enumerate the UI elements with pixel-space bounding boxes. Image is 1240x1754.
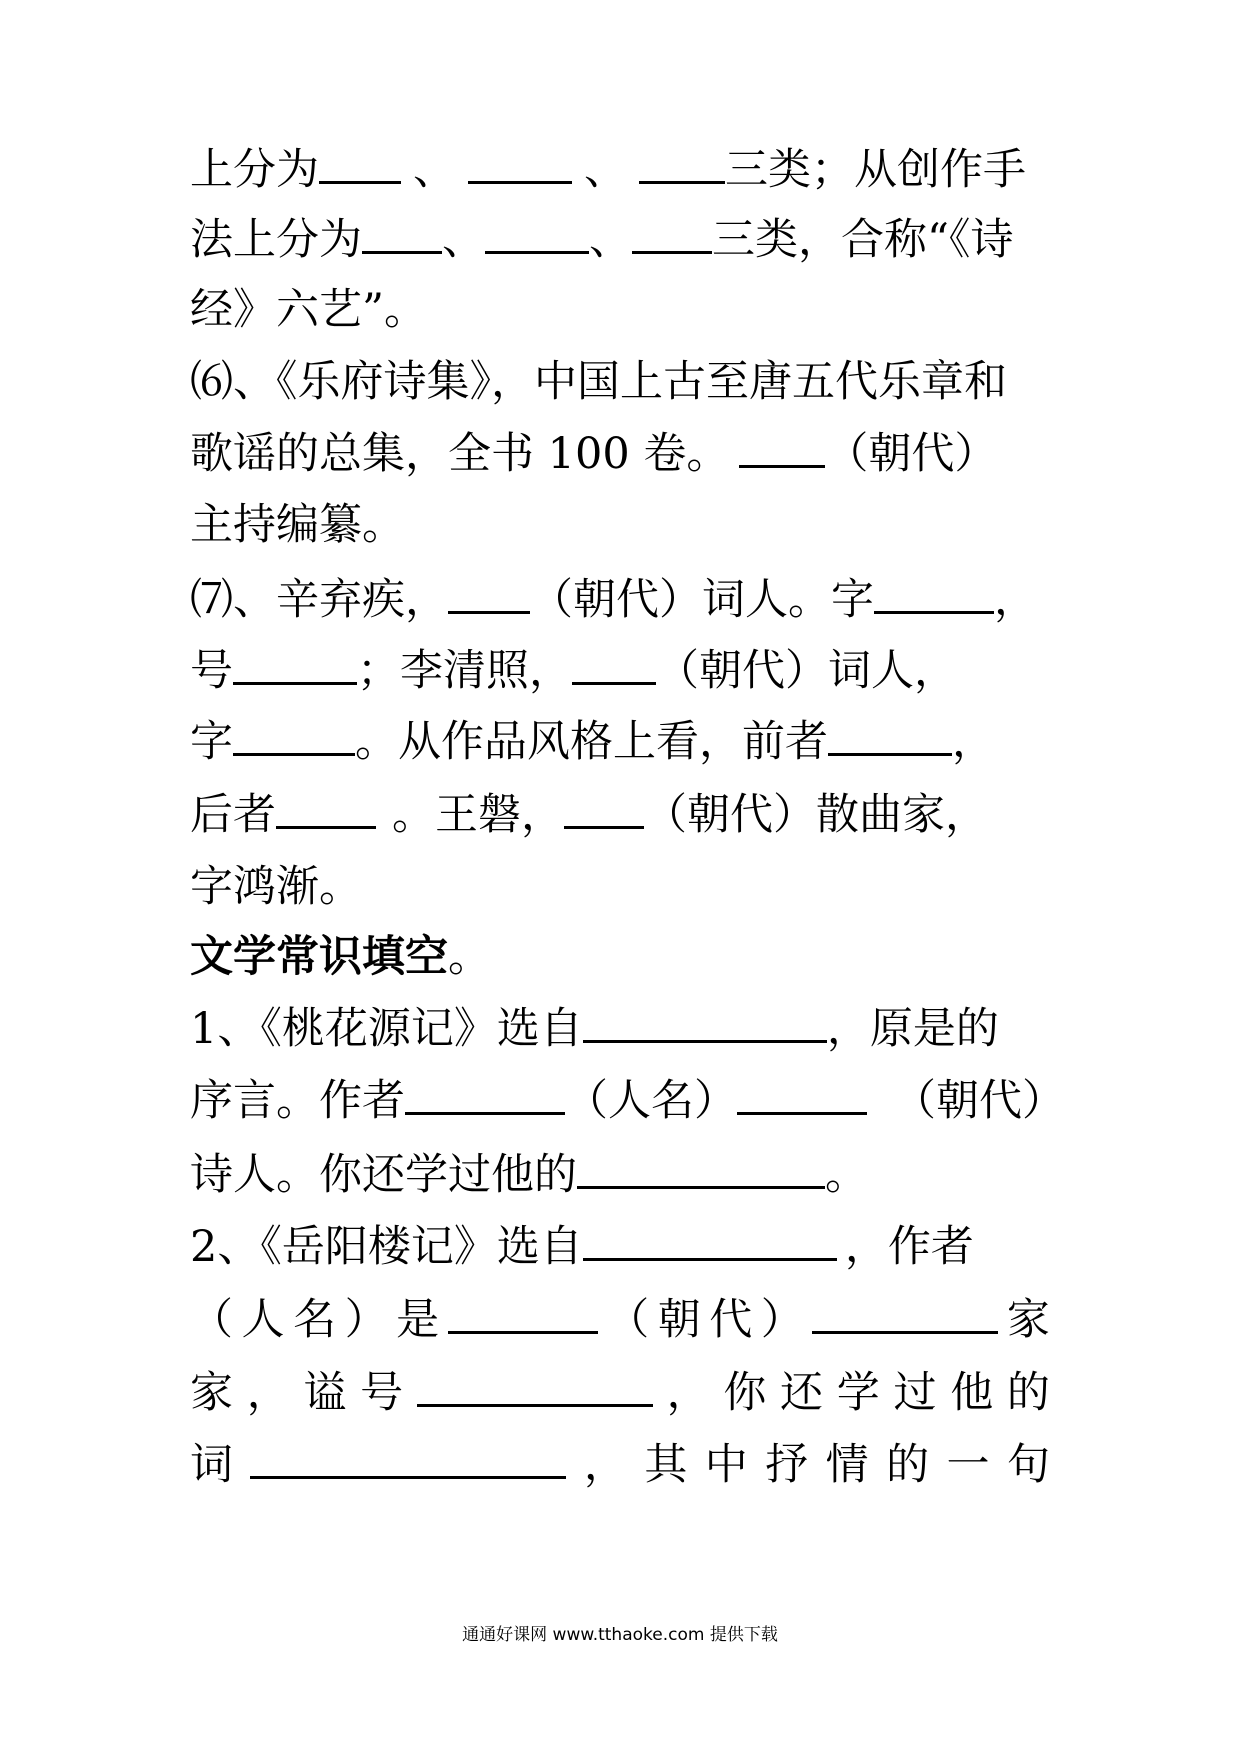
text-line: 主持编纂。 bbox=[190, 500, 405, 550]
fill-blank[interactable] bbox=[739, 427, 825, 468]
text-line: 号 ；李清照， （朝代）词人， bbox=[190, 646, 957, 696]
text-line: 歌谣的总集，全书 100 卷。 （朝代） bbox=[190, 429, 998, 479]
fill-blank[interactable] bbox=[468, 143, 572, 184]
fill-blank[interactable] bbox=[564, 788, 644, 829]
section-heading: 文学常识填空。 bbox=[190, 932, 491, 982]
text-line: 1、《桃花源记》选自 ，原是的 bbox=[190, 1004, 999, 1054]
fill-blank[interactable] bbox=[250, 1438, 566, 1479]
fill-blank[interactable] bbox=[583, 1002, 827, 1043]
text-line: 词 ， 其 中 抒 情 的 一 句 bbox=[190, 1440, 1050, 1490]
fill-blank[interactable] bbox=[812, 1293, 998, 1334]
text-line: 序言。作者 （人名） （朝代） bbox=[190, 1076, 1065, 1126]
page-footer: 通通好课网 www.tthaoke.com 提供下载 bbox=[462, 1625, 778, 1645]
fill-blank[interactable] bbox=[828, 715, 952, 756]
fill-blank[interactable] bbox=[233, 644, 357, 685]
text-line: （ 人 名 ） 是 （ 朝 代 ） 家 bbox=[190, 1295, 1050, 1345]
fill-blank[interactable] bbox=[632, 213, 712, 254]
fill-blank[interactable] bbox=[405, 1074, 565, 1115]
fill-blank[interactable] bbox=[417, 1366, 653, 1407]
fill-blank[interactable] bbox=[233, 715, 355, 756]
fill-blank[interactable] bbox=[737, 1074, 867, 1115]
text-line: 经》六艺”。 bbox=[190, 285, 427, 335]
text-line: ⑺、辛弃疾， （朝代）词人。字 ， bbox=[190, 575, 1037, 625]
fill-blank[interactable] bbox=[639, 143, 725, 184]
text-line: 2、《岳阳楼记》选自 ，作者 bbox=[190, 1222, 974, 1272]
fill-blank[interactable] bbox=[448, 573, 530, 614]
fill-blank[interactable] bbox=[583, 1220, 837, 1261]
text-line: ⑹、《乐府诗集》，中国上古至唐五代乐章和 bbox=[190, 357, 1007, 407]
fill-blank[interactable] bbox=[276, 788, 376, 829]
fill-blank[interactable] bbox=[362, 213, 442, 254]
fill-blank[interactable] bbox=[448, 1293, 598, 1334]
text-line: 上分为 、 、 三类；从创作手 bbox=[190, 145, 1026, 195]
fill-blank[interactable] bbox=[577, 1148, 825, 1189]
fill-blank[interactable] bbox=[874, 573, 994, 614]
text-line: 字鸿渐。 bbox=[190, 862, 362, 912]
fill-blank[interactable] bbox=[485, 213, 589, 254]
text-line: 字 。从作品风格上看，前者 ， bbox=[190, 717, 995, 767]
text-line: 诗人。你还学过他的 。 bbox=[190, 1150, 868, 1200]
fill-blank[interactable] bbox=[572, 644, 656, 685]
fill-blank[interactable] bbox=[319, 143, 401, 184]
text-line: 后者 。王磐， （朝代）散曲家， bbox=[190, 790, 988, 840]
text-line: 家 ， 谥 号 ， 你 还 学 过 他 的 bbox=[190, 1368, 1050, 1418]
text-line: 法上分为 、 、 三类，合称“《诗 bbox=[190, 215, 1014, 265]
